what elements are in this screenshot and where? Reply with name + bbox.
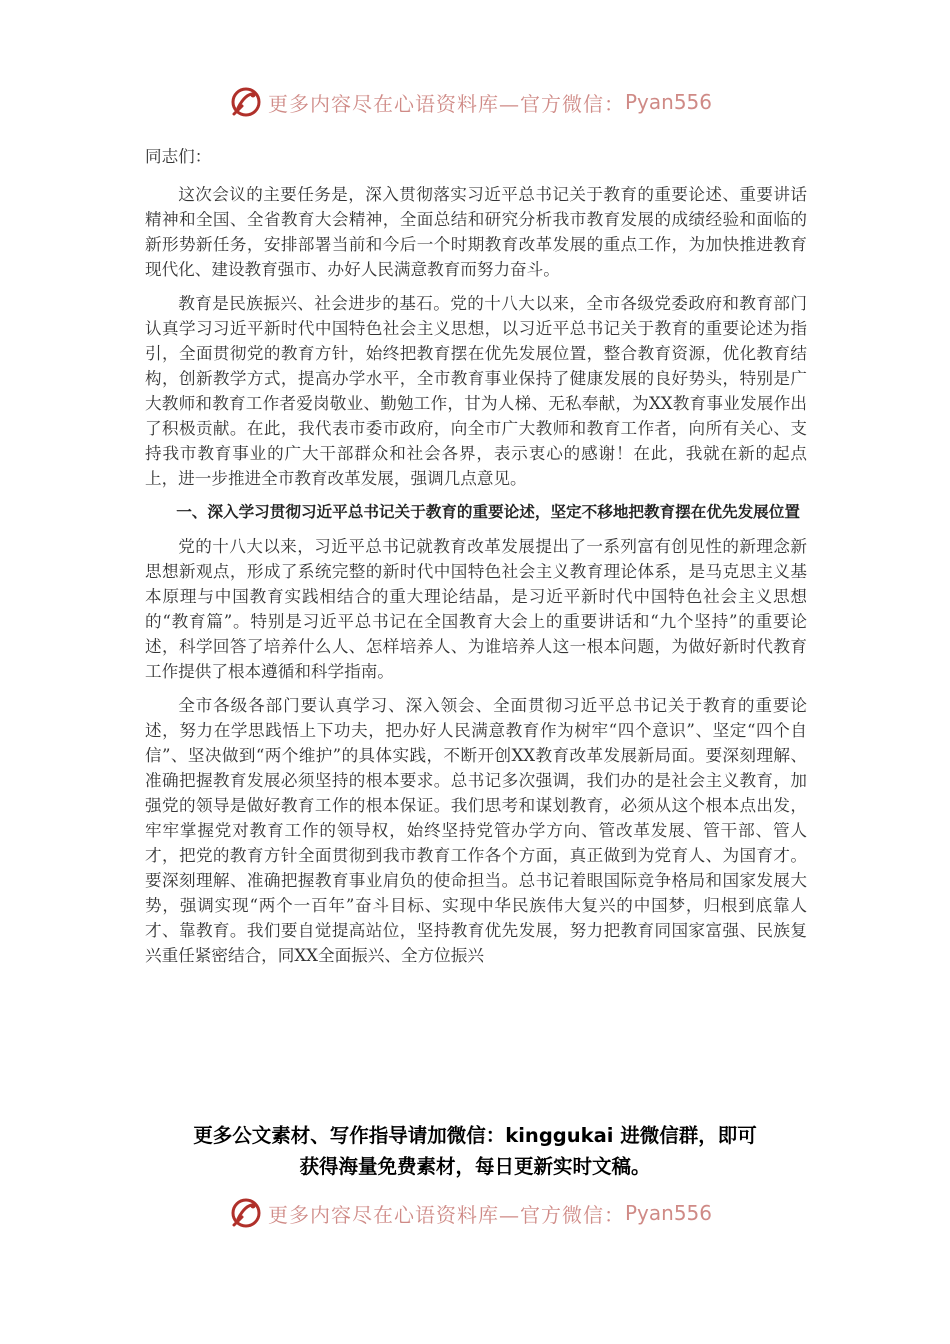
section1-paragraph-1: 党的十八大以来，习近平总书记就教育改革发展提出了一系列富有创见性的新理念新思想新观点，形成了系统完整的新时代中国特色社会主义教育理论体系，是马克思主义基本原理与中国教育实践相结合的重大理论结晶，是习近平新时代中国特色社会主义思想的“教育篇”。特别是习近平总书记在全国教育大会上的重要讲话和“九个坚持”的重要论述，科学回答了培养什么人、怎样培养人、为谁培养人这一根本问题，为做好新时代教育工作提供了根本遵循和科学指南。 [145,537,807,681]
section-heading-1: 一、深入学习贯彻习近平总书记关于教育的重要论述，坚定不移地把教育摆在优先发展位置 [176,503,800,521]
section1-paragraph-2: 全市各级各部门要认真学习、深入领会、全面贯彻习近平总书记关于教育的重要论述，努力在学思践悟上下功夫，把办好人民满意教育作为树牢“四个意识”、坚定“四个自信”、坚决做到“两个维护”的具体实践，不断开创XX教育改革发展新局面。要深刻理解、准确把握教育发展必须坚持的根本要求。总书记多次强调，我们办的是社会主义教育，加强党的领导是做好教育工作的根本保证。我们思考和谋划教育，必须从这个根本点出发，牢牢掌握党对教育工作的领导权，始终坚持党管办学方向、管改革发展、管干部、管人才，把党的教育方针全面贯彻到我市教育工作各个方面，真正做到为党育人、为国育才。要深刻理解、准确把握教育事业肩负的使命担当。总书记着眼国际竞争格局和国家发展大势，强调实现“两个一百年”奋斗目标、实现中华民族伟大复兴的中国梦，归根到底靠人才、靠教育。我们要自觉提高站位，坚持教育优先发展，努力把教育同国家富强、民族复兴重任紧密结合，同XX全面振兴、全方位振兴 [145,696,807,965]
xinyu-logo-icon [228,1195,264,1231]
intro-paragraph-2: 教育是民族振兴、社会进步的基石。党的十八大以来，全市各级党委政府和教育部门认真学习习近平新时代中国特色社会主义思想，以习近平总书记关于教育的重要论述为指引，全面贯彻党的教育方针，始终把教育摆在优先发展位置，整合教育资源，优化教育结构，创新教学方式，提高办学水平，全市教育事业保持了健康发展的良好势头，特别是广大教师和教育工作者爱岗敬业、勤勉工作，甘为人梯、无私奉献，为XX教育事业发展作出了积极贡献。在此，我代表市委市政府，向全市广大教师和教育工作者，向所有关心、支持我市教育事业的广大干部群众和社会各界，表示衷心的感谢！在此，我就在新的起点上，进一步推进全市教育改革发展，强调几点意见。 [145,294,807,488]
watermark-wechat-id: Pyan556 [625,1201,713,1225]
watermark-text: 更多内容尽在心语资料库—官方微信： [268,1202,625,1227]
intro-paragraph-1: 这次会议的主要任务是，深入贯彻落实习近平总书记关于教育的重要论述、重要讲话精神和全国、全省教育大会精神，全面总结和研究分析我市教育发展的成绩经验和面临的新形势新任务，安排部署当前和今后一个时期教育改革发展的重点工作，为加快推进教育现代化、建设教育强市、办好人民满意教育而努力奋斗。 [145,185,807,279]
watermark-wechat-id: Pyan556 [625,90,713,114]
watermark-banner-top [228,82,748,122]
salutation: 同志们： [145,147,212,166]
promo-line-1: 更多公文素材、写作指导请加微信：kinggukai 进微信群，即可 [193,1124,757,1147]
promo-notice [100,1120,850,1182]
watermark-banner-bottom [228,1193,748,1233]
xinyu-logo-icon [228,84,264,120]
promo-line-2: 获得海量免费素材，每日更新实时文稿。 [299,1155,651,1178]
document-body [145,144,807,977]
watermark-text: 更多内容尽在心语资料库—官方微信： [268,91,625,116]
